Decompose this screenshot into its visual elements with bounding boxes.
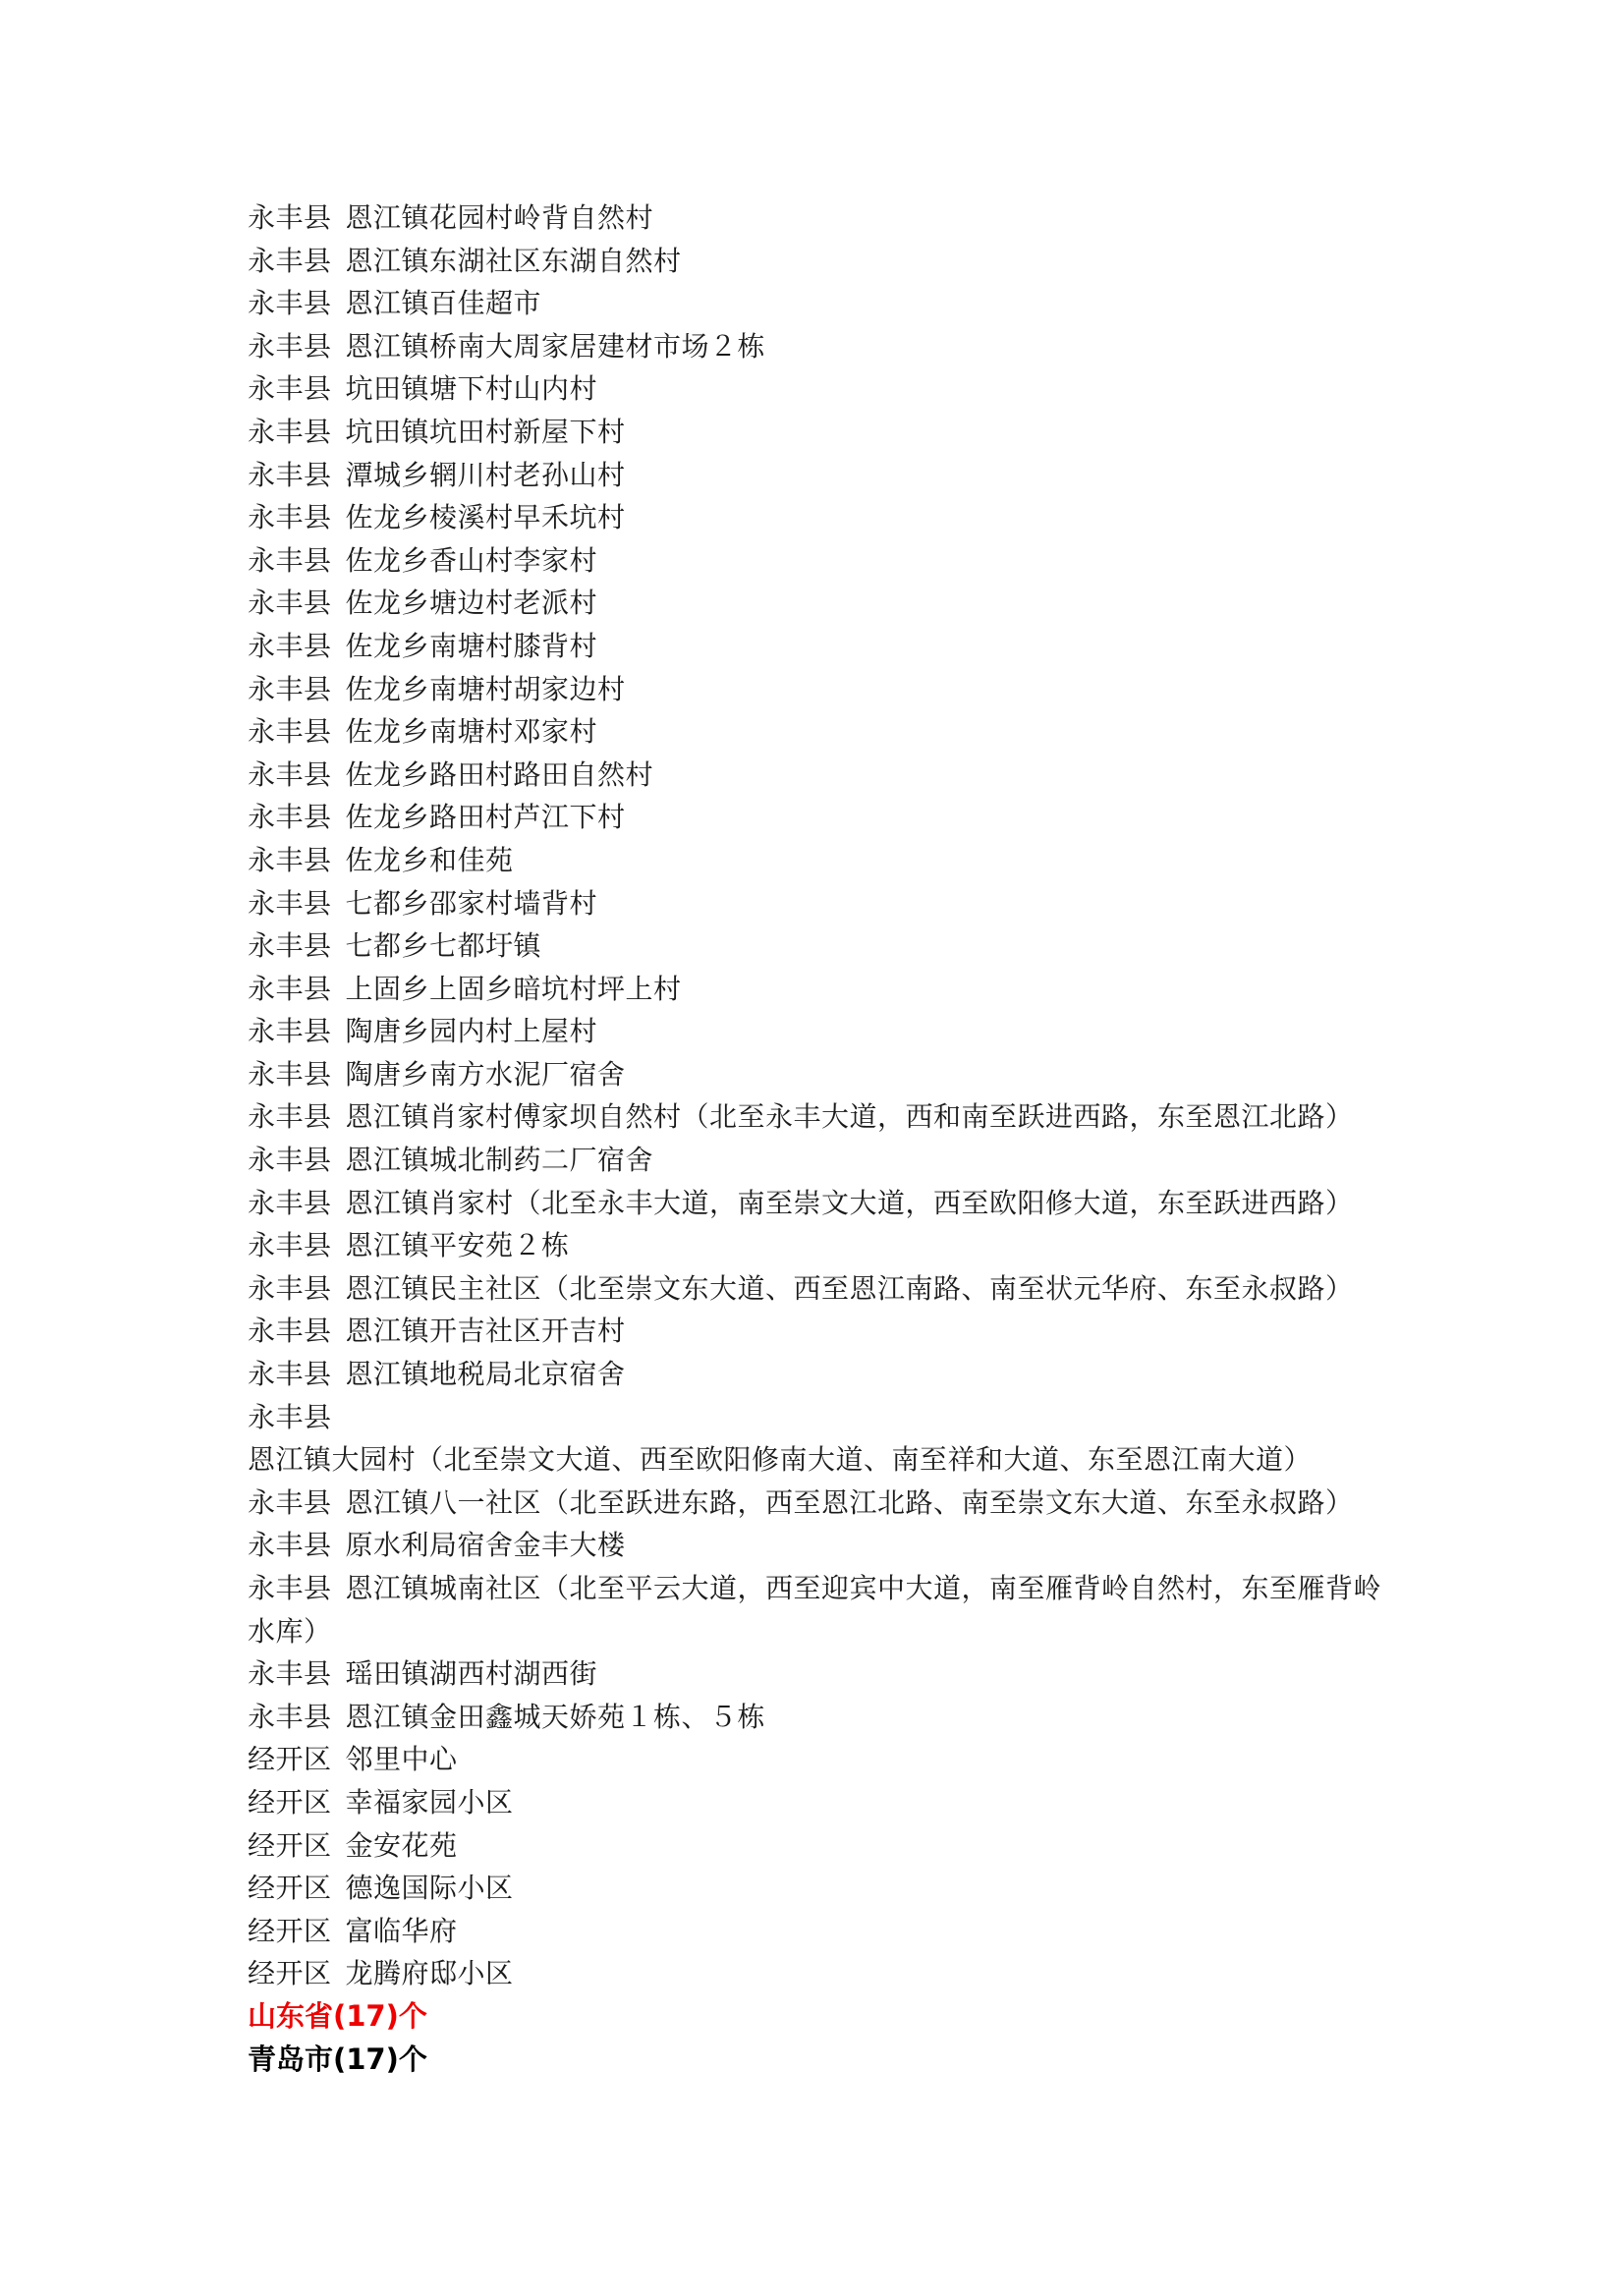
entry-area: 永丰县 xyxy=(248,415,332,448)
address-entry xyxy=(248,240,1407,283)
entry-place: 佐龙乡南塘村邓家村 xyxy=(345,715,598,749)
entry-place: 坑田镇塘下村山内村 xyxy=(345,372,598,406)
address-entry xyxy=(248,924,1407,968)
address-entry xyxy=(248,282,1407,325)
address-entry xyxy=(248,411,1407,454)
entry-area: 永丰县 xyxy=(248,201,332,234)
address-entry xyxy=(248,796,1407,839)
address-list xyxy=(248,196,1407,1995)
entry-area: 永丰县 xyxy=(248,672,332,705)
entry-area: 永丰县 xyxy=(248,1057,332,1091)
entry-area: 永丰县 xyxy=(248,501,332,534)
entry-place: 恩江镇地税局北京宿舍 xyxy=(345,1358,626,1391)
entry-place: 佐龙乡路田村芦江下村 xyxy=(345,801,626,834)
entry-place: 七都乡邵家村墙背村 xyxy=(345,886,598,920)
entry-place: 佐龙乡棱溪村早禾坑村 xyxy=(345,501,626,534)
entry-place: 恩江镇百佳超市 xyxy=(345,287,542,320)
entry-place: 瑶田镇湖西村湖西街 xyxy=(345,1657,598,1691)
address-entry xyxy=(248,1738,1407,1781)
address-entry xyxy=(248,539,1407,583)
entry-place: 佐龙乡塘边村老派村 xyxy=(345,587,598,620)
city-heading: 青岛市(17)个 xyxy=(248,2042,427,2076)
entry-area: 永丰县 xyxy=(248,1186,332,1219)
entry-area: 永丰县 xyxy=(248,372,332,406)
entry-place: 恩江镇桥南大周家居建材市场２栋 xyxy=(345,329,766,363)
entry-place: 恩江镇平安苑２栋 xyxy=(345,1229,570,1262)
entry-area: 永丰县 xyxy=(248,929,332,963)
entry-place: 佐龙乡南塘村胡家边村 xyxy=(345,672,626,705)
entry-place: 富临华府 xyxy=(345,1914,458,1947)
address-entry xyxy=(248,1524,1407,1567)
entry-place: 上固乡上固乡暗坑村坪上村 xyxy=(345,972,682,1005)
entry-area: 永丰县 xyxy=(248,1657,332,1691)
address-entry xyxy=(248,1095,1407,1139)
entry-area: 永丰县 xyxy=(248,1485,332,1519)
address-entry xyxy=(248,625,1407,668)
address-entry xyxy=(248,1182,1407,1225)
entry-place: 坑田镇坑田村新屋下村 xyxy=(345,415,626,448)
address-entry xyxy=(248,1824,1407,1868)
entry-area: 永丰县 xyxy=(248,1529,332,1562)
entry-area: 永丰县 xyxy=(248,757,332,791)
entry-area: 永丰县 xyxy=(248,801,332,834)
entry-area: 永丰县 xyxy=(248,629,332,662)
entry-place: 佐龙乡和佳苑 xyxy=(345,843,514,876)
entry-place: 恩江镇肖家村（北至永丰大道，南至崇文大道，西至欧阳修大道，东至跃进西路） xyxy=(345,1186,1354,1219)
entry-place: 潭城乡辋川村老孙山村 xyxy=(345,458,626,491)
entry-place: 恩江镇东湖社区东湖自然村 xyxy=(345,244,682,277)
entry-area: 永丰县 xyxy=(248,1358,332,1391)
entry-area: 经开区 xyxy=(248,1957,332,1990)
entry-area: 永丰县 xyxy=(248,458,332,491)
entry-area: 永丰县 xyxy=(248,329,332,363)
entry-place: 恩江镇大园村（北至崇文大道、西至欧阳修南大道、南至祥和大道、东至恩江南大道） xyxy=(248,1443,1313,1477)
address-entry xyxy=(248,454,1407,497)
entry-area: 永丰县 xyxy=(248,715,332,749)
entry-area: 永丰县 xyxy=(248,972,332,1005)
entry-place: 德逸国际小区 xyxy=(345,1872,514,1905)
entry-place: 幸福家园小区 xyxy=(345,1785,514,1819)
entry-area: 永丰县 xyxy=(248,543,332,577)
entry-place: 佐龙乡南塘村膝背村 xyxy=(345,629,598,662)
entry-place: 恩江镇八一社区（北至跃进东路，西至恩江北路、南至崇文东大道、东至永叔路） xyxy=(345,1485,1354,1519)
entry-area: 永丰县 xyxy=(248,587,332,620)
entry-area: 经开区 xyxy=(248,1872,332,1905)
entry-place: 恩江镇城南社区（北至平云大道，西至迎宾中大道，南至雁背岭自然村，东至雁背岭水库） xyxy=(248,1572,1382,1648)
entry-place: 恩江镇肖家村傅家坝自然村（北至永丰大道，西和南至跃进西路，东至恩江北路） xyxy=(345,1100,1354,1134)
entry-area: 永丰县 xyxy=(248,843,332,876)
entry-area: 永丰县 xyxy=(248,886,332,920)
entry-place: 七都乡七都圩镇 xyxy=(345,929,542,963)
address-entry xyxy=(248,1867,1407,1910)
entry-area: 永丰县 xyxy=(248,1700,332,1733)
address-entry xyxy=(248,839,1407,882)
entry-place: 佐龙乡香山村李家村 xyxy=(345,543,598,577)
address-entry xyxy=(248,1567,1407,1652)
entry-area: 经开区 xyxy=(248,1743,332,1776)
address-entry xyxy=(248,1010,1407,1053)
address-entry xyxy=(248,1952,1407,1995)
entry-place: 恩江镇开吉社区开吉村 xyxy=(345,1315,626,1348)
address-entry xyxy=(248,1396,1407,1482)
address-entry xyxy=(248,496,1407,539)
entry-place: 陶唐乡园内村上屋村 xyxy=(345,1015,598,1048)
entry-area: 永丰县 xyxy=(248,287,332,320)
entry-area: 永丰县 xyxy=(248,244,332,277)
entry-area: 经开区 xyxy=(248,1828,332,1862)
address-entry xyxy=(248,882,1407,925)
entry-area: 经开区 xyxy=(248,1785,332,1819)
address-entry xyxy=(248,1267,1407,1311)
entry-area: 永丰县 xyxy=(248,1271,332,1305)
entry-area: 永丰县 xyxy=(248,1229,332,1262)
document-page xyxy=(248,196,1407,2081)
address-entry xyxy=(248,1910,1407,1953)
address-entry xyxy=(248,196,1407,240)
entry-place: 恩江镇城北制药二厂宿舍 xyxy=(345,1144,654,1177)
entry-area: 永丰县 xyxy=(248,1015,332,1048)
entry-area: 永丰县 xyxy=(248,1572,332,1604)
entry-place: 佐龙乡路田村路田自然村 xyxy=(345,757,654,791)
address-entry xyxy=(248,754,1407,797)
entry-area: 永丰县 xyxy=(248,1100,332,1134)
address-entry xyxy=(248,1053,1407,1096)
address-entry xyxy=(248,1224,1407,1267)
address-entry xyxy=(248,1652,1407,1696)
address-entry xyxy=(248,1696,1407,1739)
address-entry xyxy=(248,582,1407,625)
entry-area: 永丰县 xyxy=(248,1144,332,1177)
address-entry xyxy=(248,668,1407,711)
address-entry xyxy=(248,1482,1407,1525)
address-entry xyxy=(248,1310,1407,1353)
entry-place: 邻里中心 xyxy=(345,1743,458,1776)
province-heading: 山东省(17)个 xyxy=(248,1998,427,2033)
entry-place: 金安花苑 xyxy=(345,1828,458,1862)
entry-area: 永丰县 xyxy=(248,1400,332,1433)
address-entry xyxy=(248,325,1407,368)
entry-place: 龙腾府邸小区 xyxy=(345,1957,514,1990)
address-entry xyxy=(248,968,1407,1011)
entry-place: 陶唐乡南方水泥厂宿舍 xyxy=(345,1057,626,1091)
entry-place: 恩江镇金田鑫城天娇苑１栋、５栋 xyxy=(345,1700,766,1733)
address-entry xyxy=(248,367,1407,411)
entry-place: 恩江镇民主社区（北至崇文东大道、西至恩江南路、南至状元华府、东至永叔路） xyxy=(345,1271,1354,1305)
entry-place: 恩江镇花园村岭背自然村 xyxy=(345,201,654,234)
address-entry xyxy=(248,1353,1407,1396)
address-entry xyxy=(248,710,1407,754)
address-entry xyxy=(248,1781,1407,1824)
entry-place: 原水利局宿舍金丰大楼 xyxy=(345,1529,626,1562)
address-entry xyxy=(248,1139,1407,1182)
entry-area: 经开区 xyxy=(248,1914,332,1947)
entry-area: 永丰县 xyxy=(248,1315,332,1348)
